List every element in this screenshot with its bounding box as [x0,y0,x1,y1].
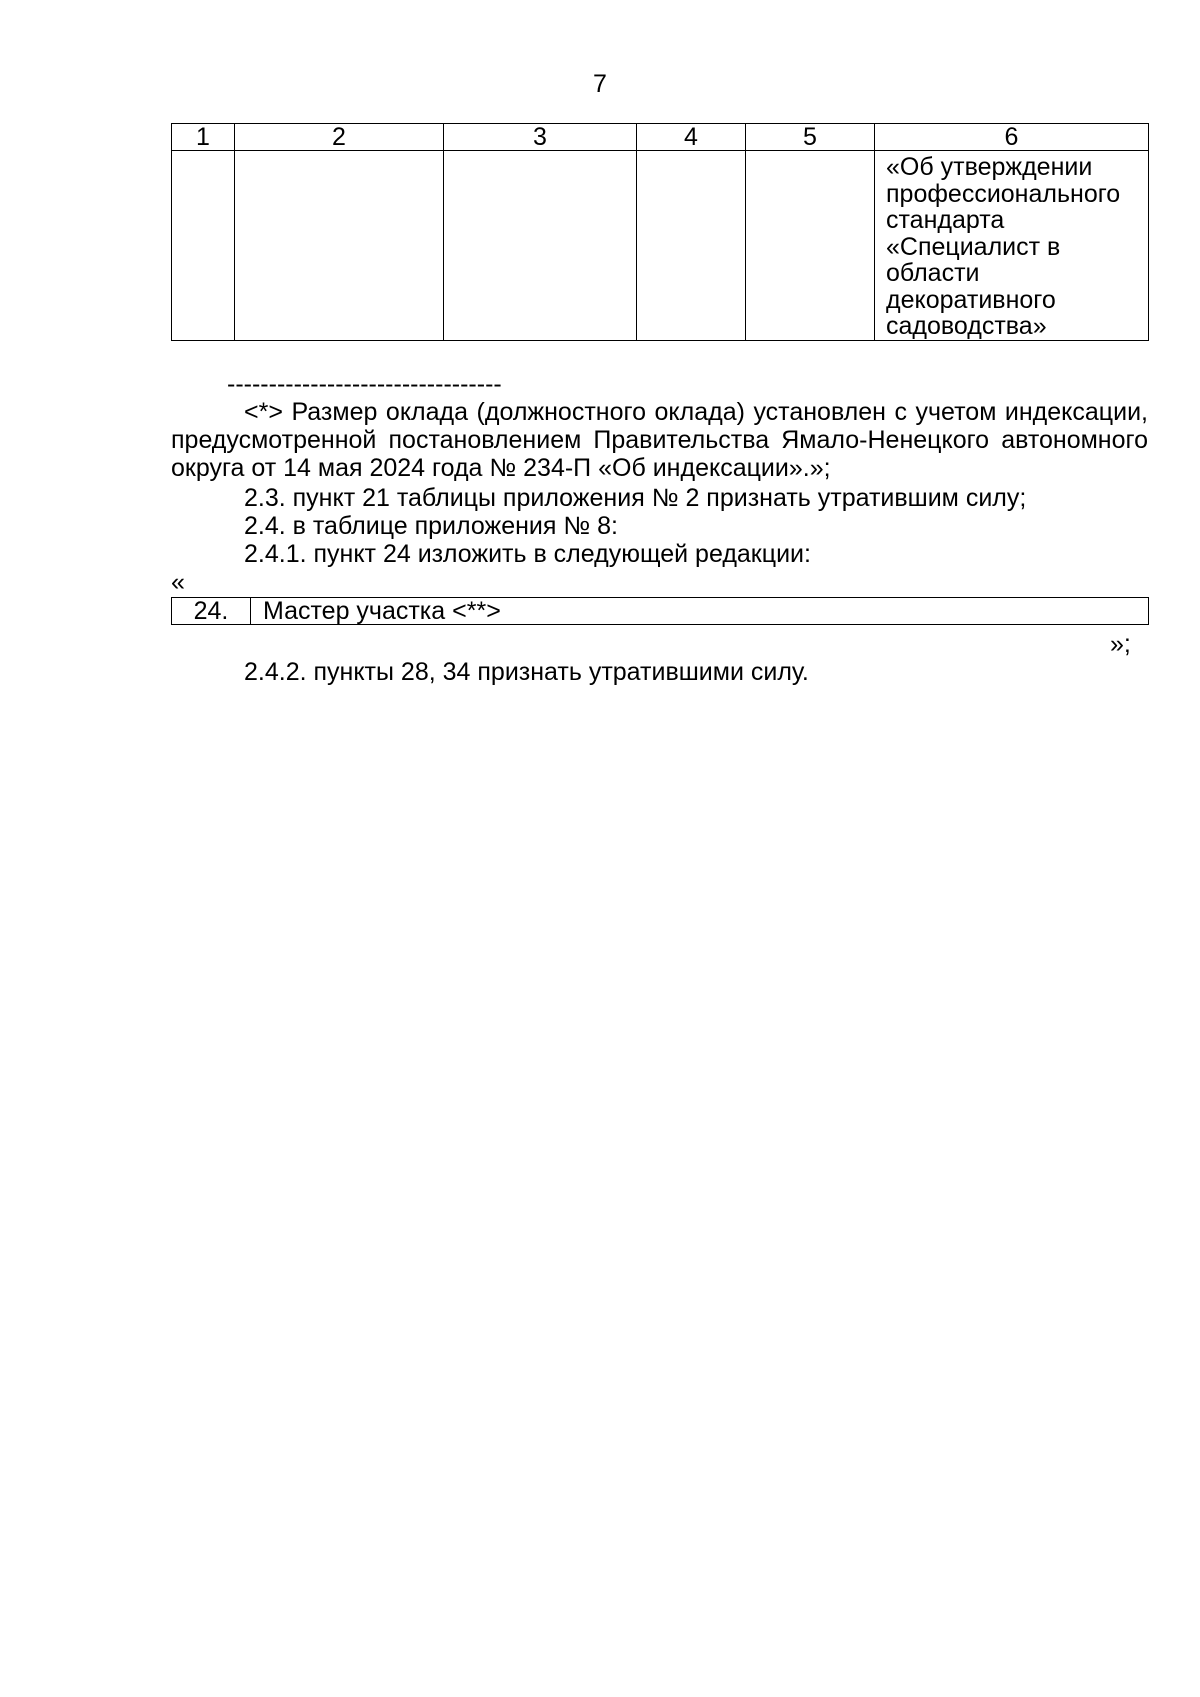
cell-text-line: «Специалист в [886,232,1061,261]
paragraph-2-4-1: 2.4.1. пункт 24 изложить в следующей редакции: [244,540,811,568]
item-number: 24. [172,598,251,625]
table-cell-6 [875,151,1149,341]
column-header-1: 1 [172,124,235,151]
table-row [172,598,1149,625]
column-header-3: 3 [444,124,637,151]
table-cell-3 [444,151,637,341]
column-header-6: 6 [875,124,1149,151]
page-number: 7 [593,70,607,98]
table-row [172,151,1149,341]
opening-quote: « [171,568,185,596]
table-cell-1 [172,151,235,341]
footnote-separator: --------------------------------- [227,370,502,398]
item-table [171,597,1149,625]
main-table [171,123,1149,341]
cell-text-line: области [886,259,980,287]
cell-text-line: садоводства» [886,312,1047,340]
table-cell-5 [746,151,875,341]
cell-text-line: стандарта [886,206,1005,234]
column-header-4: 4 [637,124,746,151]
column-header-2: 2 [235,124,444,151]
column-header-5: 5 [746,124,875,151]
table-cell-2 [235,151,444,341]
cell-text-line: декоративного [886,285,1056,314]
item-name: Мастер участка <**> [251,598,1149,625]
cell-text-line: «Об утверждении [886,153,1093,181]
closing-quote: »; [1110,630,1131,658]
table-header-row [172,124,1149,151]
paragraph-2-4-2: 2.4.2. пункты 28, 34 признать утратившими силу. [244,658,809,686]
cell-text-line: профессионального [886,179,1121,208]
paragraph-2-4: 2.4. в таблице приложения № 8: [244,512,618,540]
table-cell-4 [637,151,746,341]
paragraph-2-3: 2.3. пункт 21 таблицы приложения № 2 признать утратившим силу; [244,484,1027,512]
footnote-text: <*> Размер оклада (должностного оклада) установлен с учетом индексации, предусмотренной постановлением Правительства Ямало-Ненецкого автономного округа от 14 мая 2024 года № 234-П «Об индексации».»; [171,398,1148,482]
